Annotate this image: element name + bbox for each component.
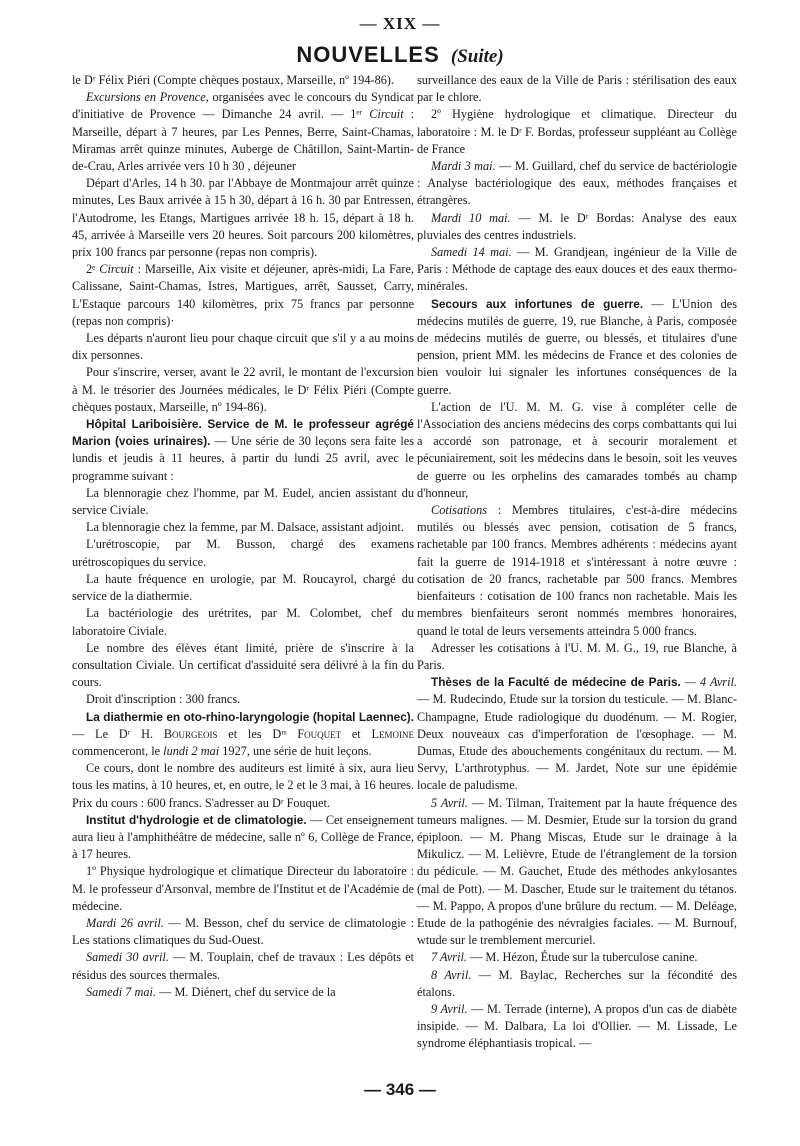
date: 5 Avril. [431,795,468,810]
paragraph [72,915,414,949]
section-heading: Institut d'hydrologie et de climatologie. [86,812,307,827]
left-column [72,72,414,1001]
text: organisées avec le concours du Syndicat d'initiative de Provence — Dimanche 24 avril. — 1ᵉʳ [72,90,414,122]
date: 9 Avril. [431,1001,468,1016]
person-name: Lemoine [371,726,414,741]
section-title-text: NOUVELLES [296,42,440,67]
italic-text: Circuit [369,107,404,122]
text: — M. Guillard, chef du service de bactériologie : Analyse bactériologique des eaux, méthodes françaises et étrangères. [417,159,737,208]
text: : Membres titulaires, c'est-à-dire médecins mutilés ou blessés avec pension, cotisation de 5 francs, rachetable par 100 francs. Membres adhérents : médecins ayant fait la guerre de 1914-1918 et s'intéressant à notre œuvre : cotisation de 20 francs, rachetable par 500 francs. Membres bienfaiteurs : cotisation de 100 francs non rachetable. Mais les membres bienfaiteurs seront nommés membres honoraires, quand le total de leurs versements atteindra 5 000 francs. [417,503,737,638]
page-number: — 346 — [364,1080,436,1099]
text: commenceront, le [72,743,164,758]
paragraph [72,89,414,175]
paragraph [417,210,737,244]
paragraph: Départ d'Arles, 14 h 30. par l'Abbaye de Montmajour arrêt quinze minutes, Les Baux arrivée à 15 h 30, départ à 16 h. 30 par Entressen, l'Autodrome, les Etangs, Martigues arrivée 18 h. 15, départ à 18 h. 45, arrivée à Marseille vers 20 heures. Soit parcours 200 kilomètres, prix 100 francs par personne (repas non compris). [72,176,414,260]
italic-heading: Excursions en Provence, [86,90,209,105]
paragraph [72,984,414,1001]
text: — M. Besson, chef du service de climatologie : Les stations climatiques du Sud-Ouest. [72,915,414,948]
date: — 4 Avril. [680,675,737,690]
date: Samedi 30 avril. [86,950,169,965]
paragraph: Le nombre des élèves étant limité, prière de s'inscrire à la consultation Civiale. Un certificat d'assiduité sera délivré à la fin du cours. [72,640,414,690]
paragraph [417,296,737,399]
paragraph [417,244,737,296]
date: Mardi 10 mai. [431,210,511,225]
paragraph: La bactériologie des urétrites, par M. Colombet, chef du laboratoire Civiale. [72,606,414,638]
person-name: Fouquet [297,726,342,741]
text: et les Dʳˢ [217,726,298,741]
right-column [417,72,737,1053]
italic-text: Circuit [99,262,134,277]
text: — M. le Dʳ Bordas: Analyse des eaux pluviales des centres industriels. [417,210,737,242]
paragraph: La blennoragie chez l'homme, par M. Eudel, ancien assistant du service Civiale. [72,485,414,518]
date: lundi 2 mai [163,743,220,758]
text: — Cet enseignement aura lieu à l'amphithéâtre de médecine, salle nº 6, Collège de France, à 17 heures. [72,812,414,862]
paragraph: 1º Physique hydrologique et climatique Directeur du laboratoire : M. le professeur d'Arsonval, membre de l'Institut et de l'Académie de médecine. [72,864,414,913]
text: et [341,726,372,741]
text: : Marseille, départ à 7 heures, par Les Pennes, Berre, Saint-Chamas, Miramas arrêt quinze minutes, Auberge de Châtillon, Saint-Martin-de-Crau, Arles arrivée vers 10 h 30 , déjeuner [72,107,415,174]
paragraph: le Dʳ Félix Piéri (Compte chèques postaux, Marseille, nº 194-86). [72,73,395,87]
section-heading: Hôpital Lariboisière. Service de M. le professeur agrégé Marion (voies urinaires). [72,417,414,449]
text: : Marseille, Aix visite et déjeuner, après-midi, La Fare, Calissane, Saint-Chamas, Istres, Martigues, arrêt, Sausset, Carry, L'Estaque parcours 140 kilomètres, prix 75 francs par personne (repas non compris)· [72,262,414,328]
text: — L'Union des médecins mutilés de guerre, 19, rue Blanche, à Paris, composée de médecins mutilés de guerre, ou blessés, et titulaires d'une pension, prient MM. les médecins de France et des colonies de bien vouloir lui signaler les infortunes conséquences de la guerre. [417,296,737,397]
text: — M. Terrade (interne), A propos d'un cas de diabète insipide. — M. Dalbara, La loi d'Ollier. — M. Lissade, Le syndrome éléphantiasis tropical. — [417,1001,737,1051]
date: Mardi 26 avril. [86,915,164,930]
paragraph: Adresser les cotisations à l'U. M. M. G., 19, rue Blanche, à Paris. [417,640,737,672]
paragraph: Pour s'inscrire, verser, avant le 22 avril, le montant de l'excursion à M. le trésorier des Journées médicales, le Dʳ Félix Piéri (Compte chèques postaux, Marseille, nº 194-86). [72,365,414,414]
text: — M. Hézon, Étude sur la tuberculose canine. [466,950,698,965]
date: 7 Avril. [431,950,467,965]
text: — M. Diénert, chef du service de la [156,984,336,999]
paragraph [417,502,737,640]
paragraph [417,1001,737,1053]
paragraph [72,812,414,864]
text: — Le Dʳ H. [72,726,164,741]
section-heading: Secours aux infortunes de guerre. [431,296,644,311]
paragraph: Les départs n'auront lieu pour chaque circuit que s'il y a au moins dix personnes. [72,331,414,363]
date: Mardi 3 mai. [431,159,496,174]
paragraph: La haute fréquence en urologie, par M. Roucayrol, chargé du service de la diathermie. [72,571,414,604]
italic-heading: Cotisations [431,503,488,518]
text: — M. Rudecindo, Etude sur la torsion du testicule. — M. Blanc-Champagne, Etude radiologique du duodénum. — M. Rogier, Deux nouveaux cas d'imperforation de l'œsophage. — M. Dumas, Etude des abouchements congénitaux du rectum. — M. Servy, L'arthrotyphus. — M. Jardet, Note sur une épidémie locale de paludisme. [417,692,737,793]
paragraph: Droit d'inscription : 300 francs. [86,692,241,707]
paragraph [72,416,414,485]
paragraph: 2º Hygiène hydrologique et climatique. Directeur du laboratoire : M. le Dʳ F. Bordas, professeur suppléant au Collège de France [417,107,737,156]
paragraph: surveillance des eaux de la Ville de Paris : stérilisation des eaux par le chlore. [417,73,737,105]
paragraph: Ce cours, dont le nombre des auditeurs est limité à six, aura lieu tous les matins, à 10 heures, et, en outre, le 2 et le 3 mai, à 16 heures. Prix du cours : 600 francs. S'adresser au Dʳ Fouquet. [72,761,414,810]
date: 8 Avril. [431,967,472,982]
section-heading: Thèses de la Faculté de médecine de Paris. [431,675,681,690]
paragraph [417,795,737,950]
page-numeral: — XIX — [359,14,441,33]
text: — M. Tilman, Traitement par la haute fréquence des tumeurs malignes. — M. Desmier, Etude sur la torsion du grand épiploon. — M. Phang Miscas, Etude sur le drainage à la Mikulicz. — M. Lelièvre, Etude de l'étranglement de la torsion du pédicule. — M. Gauchet, Etude des méthodes ankylosantes (mal de Pott). — M. Dascher, Etude sur le traitement du tétanos. — M. Pappo, A propos d'une brûlure du rectum. — M. Deléage, Etude de la pathogénie des névralgies faciales. — M. Burnouf, wtude sur le tremblement mercuriel. [417,795,737,948]
paragraph [417,674,737,794]
text: 1927, une série de huit leçons. [219,743,372,758]
date: Samedi 14 mai. [431,245,512,260]
text: — M. Grandjean, ingénieur de la Ville de Paris : Méthode de captage des eaux douces et des eaux thermo-minérales. [417,245,737,294]
text: — Une série de 30 leçons sera faite les lundis et jeudis à 11 heures, à partir du lundi 25 avril, avec le programme suivant : [72,434,414,483]
paragraph [72,949,414,983]
text: — M. Touplain, chef de travaux : Les dépôts et résidus des sources thermales. [72,950,414,982]
text: — M. Baylac, Recherches sur la fécondité des étalons. [417,967,738,999]
section-title-suffix: (Suite) [450,46,504,67]
section-title [0,42,800,68]
paragraph: La blennoragie chez la femme, par M. Dalsace, assistant adjoint. [86,520,404,535]
paragraph [417,949,737,966]
person-name: Bourgeois [163,726,218,741]
paragraph: L'action de l'U. M. M. G. vise à compléter celle de l'Association des anciens médecins des corps combattants qui lui a accordé son patronage, et à secourir moralement et pécuniairement, soit les médecins dans le besoin, soit les veuves de guerre ou les orphelins des camarades tombés au champ d'honneur, [417,399,737,500]
paragraph: L'urétroscopie, par M. Busson, chargé des examens urétroscopiques du service. [72,537,414,569]
paragraph [72,261,414,330]
date: Samedi 7 mai. [86,984,157,999]
paragraph [417,967,737,1001]
section-heading: La diathermie en oto-rhino-laryngologie (hopital Laennec). [86,709,414,724]
text: 2ᵉ [86,262,100,277]
paragraph [417,158,737,210]
paragraph [72,709,414,761]
